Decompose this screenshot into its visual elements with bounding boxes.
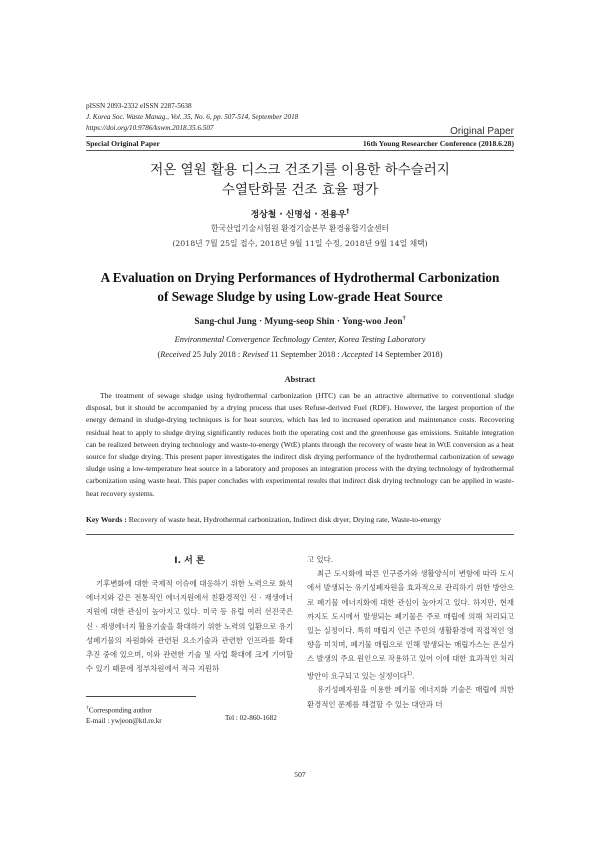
korean-author-mark: † (346, 208, 350, 216)
paragraph-2-text: 최근 도시화에 따른 인구증가와 생활양식이 변함에 따라 도시에서 발생되는 유기성폐자원을 효과적으로 관리하기 위한 방안으로 폐기물 에너지화에 대한 관심이 높아지고 있다. 하지만, 현재까지도 도시에서 발생되는 폐기물은 주로 매립에 의해 처리되고 있는 실정이다. 특히 매립지 인근 주민의 생활환경에 직접적인 영향을 미치며, 폐기물 매립으로 인해 발생되는 매립가스는 온실가스 발생의 주요 원인으로 작용하고 있어 이에 대한 효과적인 처리방안이 요구되고 있는 실정이다 (307, 569, 514, 681)
footnote (86, 703, 162, 727)
footnote-rule (86, 696, 196, 697)
footnote-tel: Tel : 02-860-1682 (225, 714, 277, 722)
reference-mark[interactable]: 1) (406, 670, 413, 677)
revised-date: 11 September 2018 (270, 350, 336, 359)
journal-meta (86, 101, 298, 134)
english-affiliation: Environmental Convergence Technology Center, Korea Testing Laboratory (174, 335, 426, 344)
conference-label: 16th Young Researcher Conference (2018.6.28) (362, 139, 514, 148)
received-date: 25 July 2018 (192, 350, 236, 359)
right-column (307, 553, 514, 712)
keywords (86, 515, 514, 524)
corresponding-label: Corresponding author (88, 706, 152, 715)
korean-affiliation: 한국산업기술시험원 환경기술본부 환경융합기술센터 (210, 224, 390, 233)
english-title-line1: A Evaluation on Drying Performances of Hydrothermal Carbonization (100, 270, 500, 285)
section-title: I. 서 론 (174, 556, 205, 566)
special-label: Special Original Paper (86, 139, 160, 148)
abstract-rule (86, 534, 514, 535)
english-author-mark: † (402, 316, 406, 322)
journal-citation: J. Korea Soc. Waste Manag., Vol. 35, No. 6, pp. 507-514, September 2018 (86, 113, 299, 121)
keywords-list: Recovery of waste heat, Hydrothermal carbonization, Indirect disk dryer, Drying rate, Waste-to-energy (128, 515, 442, 524)
korean-author-names: 정상철 · 신명섭 · 전용우 (250, 210, 347, 220)
footnote-email[interactable]: E-mail : ywjeon@ktl.re.kr (86, 717, 162, 726)
english-author-names: Sang-chul Jung · Myung-seop Shin · Yong-woo Jeon (194, 317, 403, 328)
paragraph-3: 유기성폐자원을 이용한 폐기물 에너지화 기술은 매립에 의한 환경적인 문제를 해결할 수 있는 대안과 더 (307, 685, 514, 709)
korean-title-line1: 저온 열원 활용 디스크 건조기를 이용한 하수슬러지 (150, 162, 450, 178)
english-dates: (Received 25 July 2018 : Revised 11 September 2018 : Accepted 14 September 2018) (157, 350, 443, 359)
abstract-heading: Abstract (284, 375, 316, 384)
korean-dates: (2018년 7월 25일 접수, 2018년 9월 11일 수정, 2018년 9월 14일 채택) (172, 239, 428, 248)
article-type: Original Paper (450, 126, 514, 137)
english-title (86, 268, 514, 306)
page-number: 507 (294, 770, 306, 779)
continued-text: 고 있다. (307, 555, 334, 564)
korean-title (86, 160, 514, 200)
paragraph-2 (307, 567, 514, 683)
korean-title-line2: 수열탄화물 건조 효율 평가 (221, 182, 379, 198)
header-rule-bottom (86, 150, 514, 151)
paragraph-2-end: . (412, 671, 415, 681)
intro-paragraph: 기후변화에 대한 국제적 이슈에 대응하기 위한 노력으로 화석에너지와 같은 전통적인 에너지원에서 친환경적인 신 · 재생에너지원에 대한 관심이 높아지고 있다. 미국 등 유럽 여러 선진국은 신 · 재생에너지 활용기술을 확대하기 위한 노력의 일환으로 유기성폐기물의 자원화와 관련된 요소기술과 관련한 인프라를 확대 추진 중에 있으며, 이와 관련한 기술 및 사업 확대에 크게 기여할 수 있기 때문에 정부차원에서 적극 지원하 (86, 579, 293, 674)
accepted-label: Accepted (341, 350, 373, 359)
revised-label: Revised (242, 350, 269, 359)
header-rule-top (86, 136, 514, 137)
english-authors (86, 316, 514, 327)
keywords-label: Key Words : (86, 515, 127, 524)
korean-authors (86, 207, 514, 220)
abstract-text: The treatment of sewage sludge using hydrothermal carbonization (HTC) can be an attractive alternative to conventional sludge disposal, but it should be accompanied by a drying process that uses Refuse-derived Fuel (RDF). However, the largest proportion of the energy demand in sludge-drying techniques is for heat sources, which has led to increased operation and maintenance costs. Recovering residual heat to apply to sludge drying significantly reduces both the operating cost and the greenhouse gas emissions. Suitable integration can be realized between drying technology and waste-to-energy (WtE) plants through the recovery of waste heat in WtE conversion as a heat source for sludge drying. This present paper investigates the indirect disk drying performance of the hydrothermal carbonization of sewage sludge using a low-temperature heat source in a laboratory and proposes an integration process with the drying technology of hydrothermal carbonization using waste heat. This paper concludes with experimental results that indirect disk drying technology can be applied in waste-heat recovery systems. (86, 391, 514, 498)
issn-line: pISSN 2093-2332 eISSN 2287-5638 (86, 102, 192, 110)
received-label: Received (160, 350, 191, 359)
doi-link[interactable]: https://doi.org/10.9786/kswm.2018.35.6.507 (86, 124, 214, 132)
english-title-line2: of Sewage Sludge by using Low-grade Heat Source (157, 289, 443, 304)
footnote-mark: † (86, 705, 89, 711)
left-column (86, 577, 293, 676)
accepted-date: 14 September 2018 (374, 350, 440, 359)
